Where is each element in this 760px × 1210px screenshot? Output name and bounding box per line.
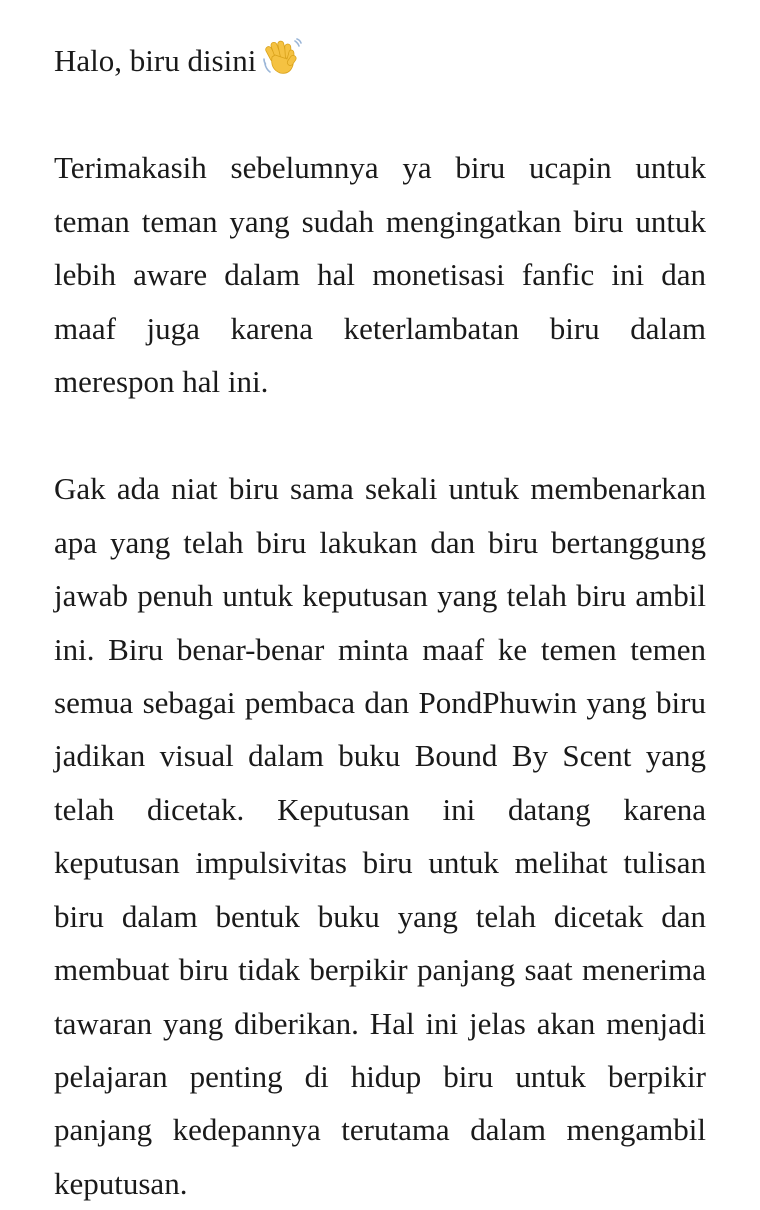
statement-document <box>54 34 706 1210</box>
paragraph-apology: Gak ada niat biru sama sekali untuk membenarkan apa yang telah biru lakukan dan biru bertanggung jawab penuh untuk keputusan yang telah biru ambil ini. Biru benar-benar minta maaf ke temen temen semua sebagai pembaca dan PondPhuwin yang biru jadikan visual dalam buku Bound By Scent yang telah dicetak. Keputusan ini datang karena keputusan impulsivitas biru untuk melihat tulisan biru dalam bentuk buku yang telah dicetak dan membuat biru tidak berpikir panjang saat menerima tawaran yang diberikan. Hal ini jelas akan menjadi pelajaran penting di hidup biru untuk berpikir panjang kedepannya terutama dalam mengambil keputusan. <box>54 471 706 1201</box>
greeting-text: Halo, biru disini <box>54 43 257 78</box>
greeting-line <box>54 34 706 87</box>
waving-hand-icon <box>262 37 302 77</box>
paragraph-thanks: Terimakasih sebelumnya ya biru ucapin untuk teman teman yang sudah mengingatkan biru untuk lebih aware dalam hal monetisasi fanfic ini dan maaf juga karena keterlambatan biru dalam merespon hal ini. <box>54 150 706 400</box>
